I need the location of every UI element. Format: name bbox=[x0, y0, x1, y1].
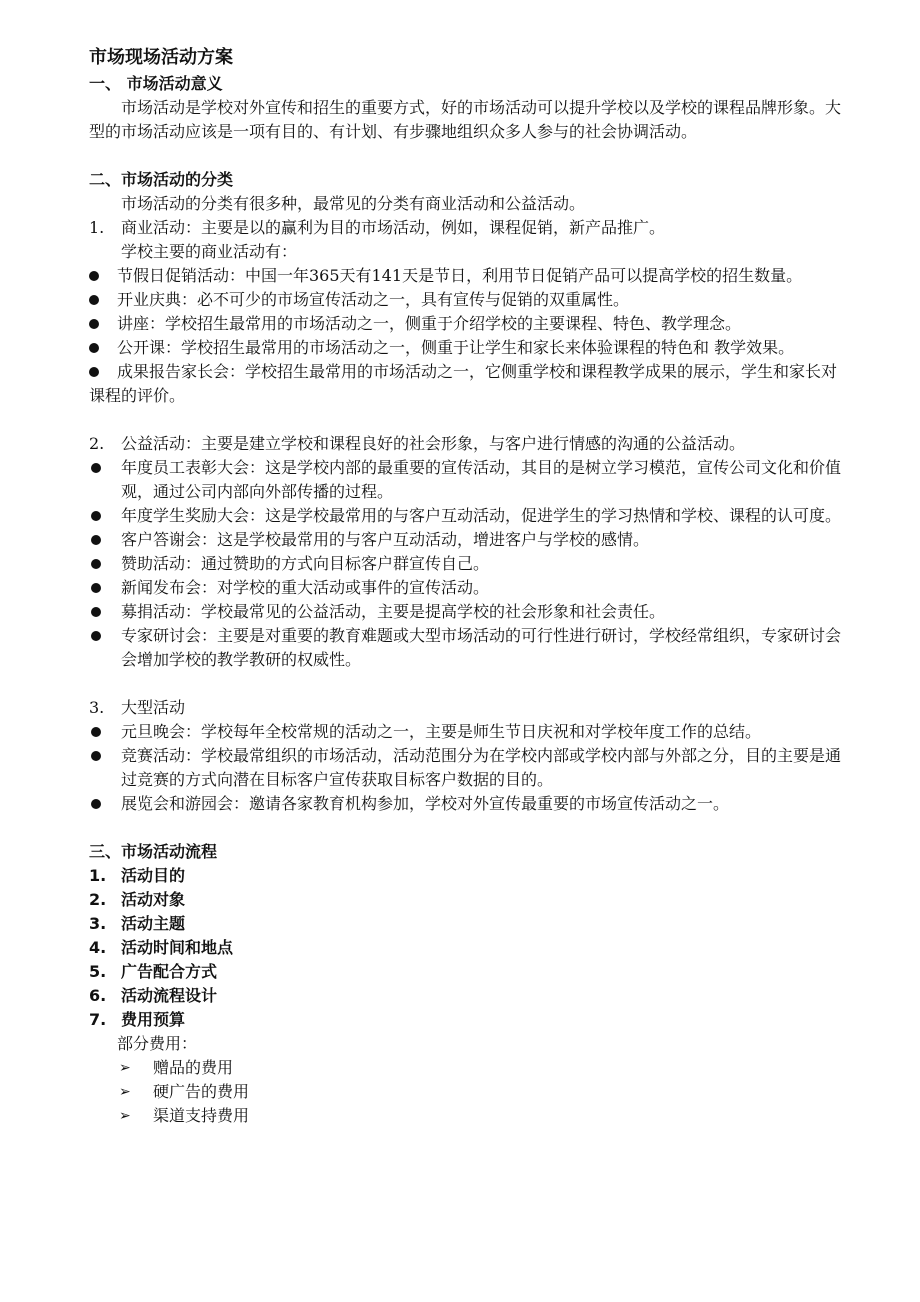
list-number: 2. bbox=[89, 434, 105, 453]
bullet-icon bbox=[89, 367, 99, 377]
large-activity-item bbox=[89, 696, 841, 720]
bullet-icon bbox=[89, 271, 99, 281]
process-step: 7. 费用预算 bbox=[89, 1010, 186, 1029]
list-item: 开业庆典：必不可少的市场宣传活动之一，具有宣传与促销的双重属性。 bbox=[89, 288, 841, 312]
section-1-paragraph: 市场活动是学校对外宣传和招生的重要方式，好的市场活动可以提升学校以及学校的课程品牌形象。大型的市场活动应该是一项有目的、有计划、有步骤地组织众多人参与的社会协调活动。 bbox=[89, 98, 842, 141]
list-item: 年度员工表彰大会：这是学校内部的最重要的宣传活动，其目的是树立学习模范，宣传公司文化和价值观，通过公司内部向外部传播的过程。 bbox=[89, 456, 841, 504]
list-number: 3. bbox=[89, 698, 105, 717]
process-step: 4. 活动时间和地点 bbox=[89, 938, 234, 957]
list-item: 年度学生奖励大会：这是学校最常用的与客户互动活动，促进学生的学习热情和学校、课程的认可度。 bbox=[89, 504, 841, 528]
cost-sub-label: 部分费用： bbox=[117, 1034, 198, 1053]
process-step: 6. 活动流程设计 bbox=[89, 986, 218, 1005]
bullet-icon bbox=[91, 727, 101, 737]
bullet-icon bbox=[89, 343, 99, 353]
list-item: 元旦晚会：学校每年全校常规的活动之一，主要是师生节日庆祝和对学校年度工作的总结。 bbox=[89, 720, 841, 744]
bullet-icon bbox=[89, 295, 99, 305]
bullet-icon bbox=[91, 511, 101, 521]
list-item: 公开课：学校招生最常用的市场活动之一，侧重于让学生和家长来体验课程的特色和 教学效果。 bbox=[89, 336, 841, 360]
charity-item bbox=[89, 432, 841, 456]
list-item: 节假日促销活动：中国一年365天有141天是节日，利用节日促销产品可以提高学校的招生数量。 bbox=[89, 264, 841, 288]
document-page bbox=[89, 44, 841, 1128]
document-title: 市场现场活动方案 bbox=[89, 47, 233, 68]
arrow-right-icon: ➢ bbox=[119, 1084, 131, 1100]
commercial-text: 商业活动：主要是以的赢利为目的市场活动，例如，课程促销，新产品推广。 bbox=[121, 218, 666, 237]
bullet-icon bbox=[91, 559, 101, 569]
bullet-icon bbox=[91, 463, 101, 473]
list-item: 募捐活动：学校最常见的公益活动，主要是提高学校的社会形象和社会责任。 bbox=[89, 600, 841, 624]
section-1-heading: 一、 市场活动意义 bbox=[89, 74, 223, 93]
list-item: 专家研讨会：主要是对重要的教育难题或大型市场活动的可行性进行研讨，学校经常组织，专家研讨会会增加学校的教学教研的权威性。 bbox=[89, 624, 841, 672]
bullet-icon bbox=[91, 607, 101, 617]
commercial-sub: 学校主要的商业活动有： bbox=[121, 242, 298, 261]
bullet-icon bbox=[91, 799, 101, 809]
large-activity-text: 大型活动 bbox=[121, 698, 186, 717]
list-item: 客户答谢会：这是学校最常用的与客户互动活动，增进客户与学校的感情。 bbox=[89, 528, 841, 552]
bullet-icon bbox=[91, 631, 101, 641]
list-item: 竞赛活动：学校最常组织的市场活动，活动范围分为在学校内部或学校内部与外部之分，目的主要是通过竞赛的方式向潜在目标客户宣传获取目标客户数据的目的。 bbox=[89, 744, 841, 792]
cost-item: ➢ 渠道支持费用 bbox=[89, 1104, 841, 1128]
list-number: 1. bbox=[89, 218, 105, 237]
cost-item: ➢ 赠品的费用 bbox=[89, 1056, 841, 1080]
process-step: 2. 活动对象 bbox=[89, 890, 186, 909]
process-step: 3. 活动主题 bbox=[89, 914, 186, 933]
arrow-right-icon: ➢ bbox=[119, 1060, 131, 1076]
list-item: 讲座：学校招生最常用的市场活动之一，侧重于介绍学校的主要课程、特色、教学理念。 bbox=[89, 312, 841, 336]
process-step: 5. 广告配合方式 bbox=[89, 962, 218, 981]
cost-item: ➢ 硬广告的费用 bbox=[89, 1080, 841, 1104]
arrow-right-icon: ➢ bbox=[119, 1108, 131, 1124]
charity-text: 公益活动：主要是建立学校和课程良好的社会形象，与客户进行情感的沟通的公益活动。 bbox=[121, 434, 746, 453]
commercial-item bbox=[89, 216, 841, 240]
bullet-icon bbox=[89, 319, 99, 329]
list-item: 新闻发布会：对学校的重大活动或事件的宣传活动。 bbox=[89, 576, 841, 600]
process-step: 1. 活动目的 bbox=[89, 866, 186, 885]
bullet-icon bbox=[91, 535, 101, 545]
section-2-heading: 二、市场活动的分类 bbox=[89, 170, 234, 189]
bullet-icon bbox=[91, 751, 101, 761]
section-2-intro: 市场活动的分类有很多种，最常见的分类有商业活动和公益活动。 bbox=[121, 194, 586, 213]
section-3-heading: 三、市场活动流程 bbox=[89, 842, 218, 861]
bullet-icon bbox=[91, 583, 101, 593]
list-item: 成果报告家长会：学校招生最常用的市场活动之一，它侧重学校和课程教学成果的展示，学生和家长对课程的评价。 bbox=[89, 362, 838, 405]
list-item: 赞助活动：通过赞助的方式向目标客户群宣传自己。 bbox=[89, 552, 841, 576]
list-item: 展览会和游园会：邀请各家教育机构参加，学校对外宣传最重要的市场宣传活动之一。 bbox=[89, 792, 841, 816]
